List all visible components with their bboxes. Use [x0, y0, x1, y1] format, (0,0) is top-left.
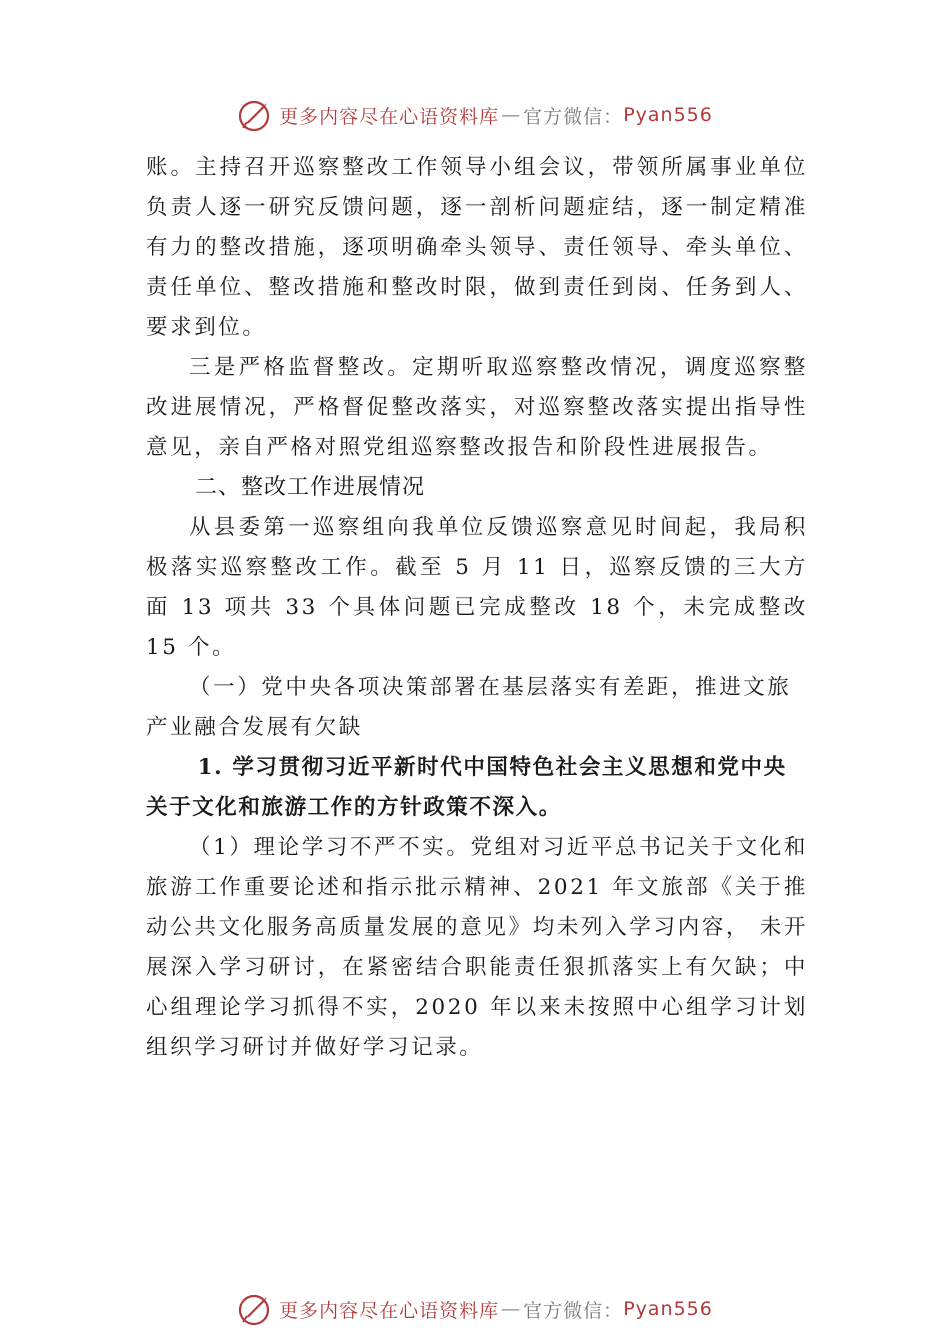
banner-wechat-label: 官方微信：	[523, 1299, 624, 1322]
banner-title: 更多内容尽在心语资料库	[279, 105, 500, 128]
section-heading: 二、整改工作进展情况	[195, 475, 426, 500]
document-body	[146, 148, 808, 1068]
paragraph-2: 三是严格监督整改。定期听取巡察整改情况，调度巡察整改进展情况，严格督促整改落实，对巡察整改落实提出指导性意见，亲自严格对照党组巡察整改报告和阶段性进展报告。	[146, 355, 808, 460]
banner-wechat-id: Pyan556	[623, 1298, 713, 1320]
banner-wechat-label: 官方微信：	[523, 105, 624, 128]
subsection-heading: （一）党中央各项决策部署在基层落实有差距，推进文旅产业融合发展有欠缺	[146, 675, 792, 740]
banner-separator: —	[501, 104, 522, 126]
header-banner	[0, 95, 950, 135]
paragraph-1: 账。主持召开巡察整改工作领导小组会议，带领所属事业单位负责人逐一研究反馈问题，逐一剖析问题症结，逐一制定精准有力的整改措施，逐项明确牵头领导、责任领导、牵头单位、责任单位、整改措施和整改时限，做到责任到岗、任务到人、要求到位。	[146, 155, 808, 340]
paragraph-4: （1）理论学习不严不实。党组对习近平总书记关于文化和旅游工作重要论述和指示批示精神、2021 年文旅部《关于推动公共文化服务高质量发展的意见》均未列入学习内容， 未开展深入学习研讨，在紧密结合职能责任狠抓落实上有欠缺；中心组理论学习抓得不实，2020 年以来未按照中心组学习计划组织学习研讨并做好学习记录。	[146, 835, 808, 1060]
quill-pen-logo-icon	[237, 1291, 273, 1327]
quill-pen-logo-icon	[237, 97, 273, 133]
paragraph-3: 从县委第一巡察组向我单位反馈巡察意见时间起，我局积极落实巡察整改工作。截至 5 月 11 日，巡察反馈的三大方面 13 项共 33 个具体问题已完成整改 18 个，未完成整改15 个。	[146, 515, 808, 660]
banner-separator: —	[501, 1298, 522, 1320]
item-heading: 1. 学习贯彻习近平新时代中国特色社会主义思想和党中央关于文化和旅游工作的方针政策不深入。	[146, 755, 787, 820]
footer-banner	[0, 1289, 950, 1329]
banner-title: 更多内容尽在心语资料库	[279, 1299, 500, 1322]
banner-wechat-id: Pyan556	[623, 104, 713, 126]
